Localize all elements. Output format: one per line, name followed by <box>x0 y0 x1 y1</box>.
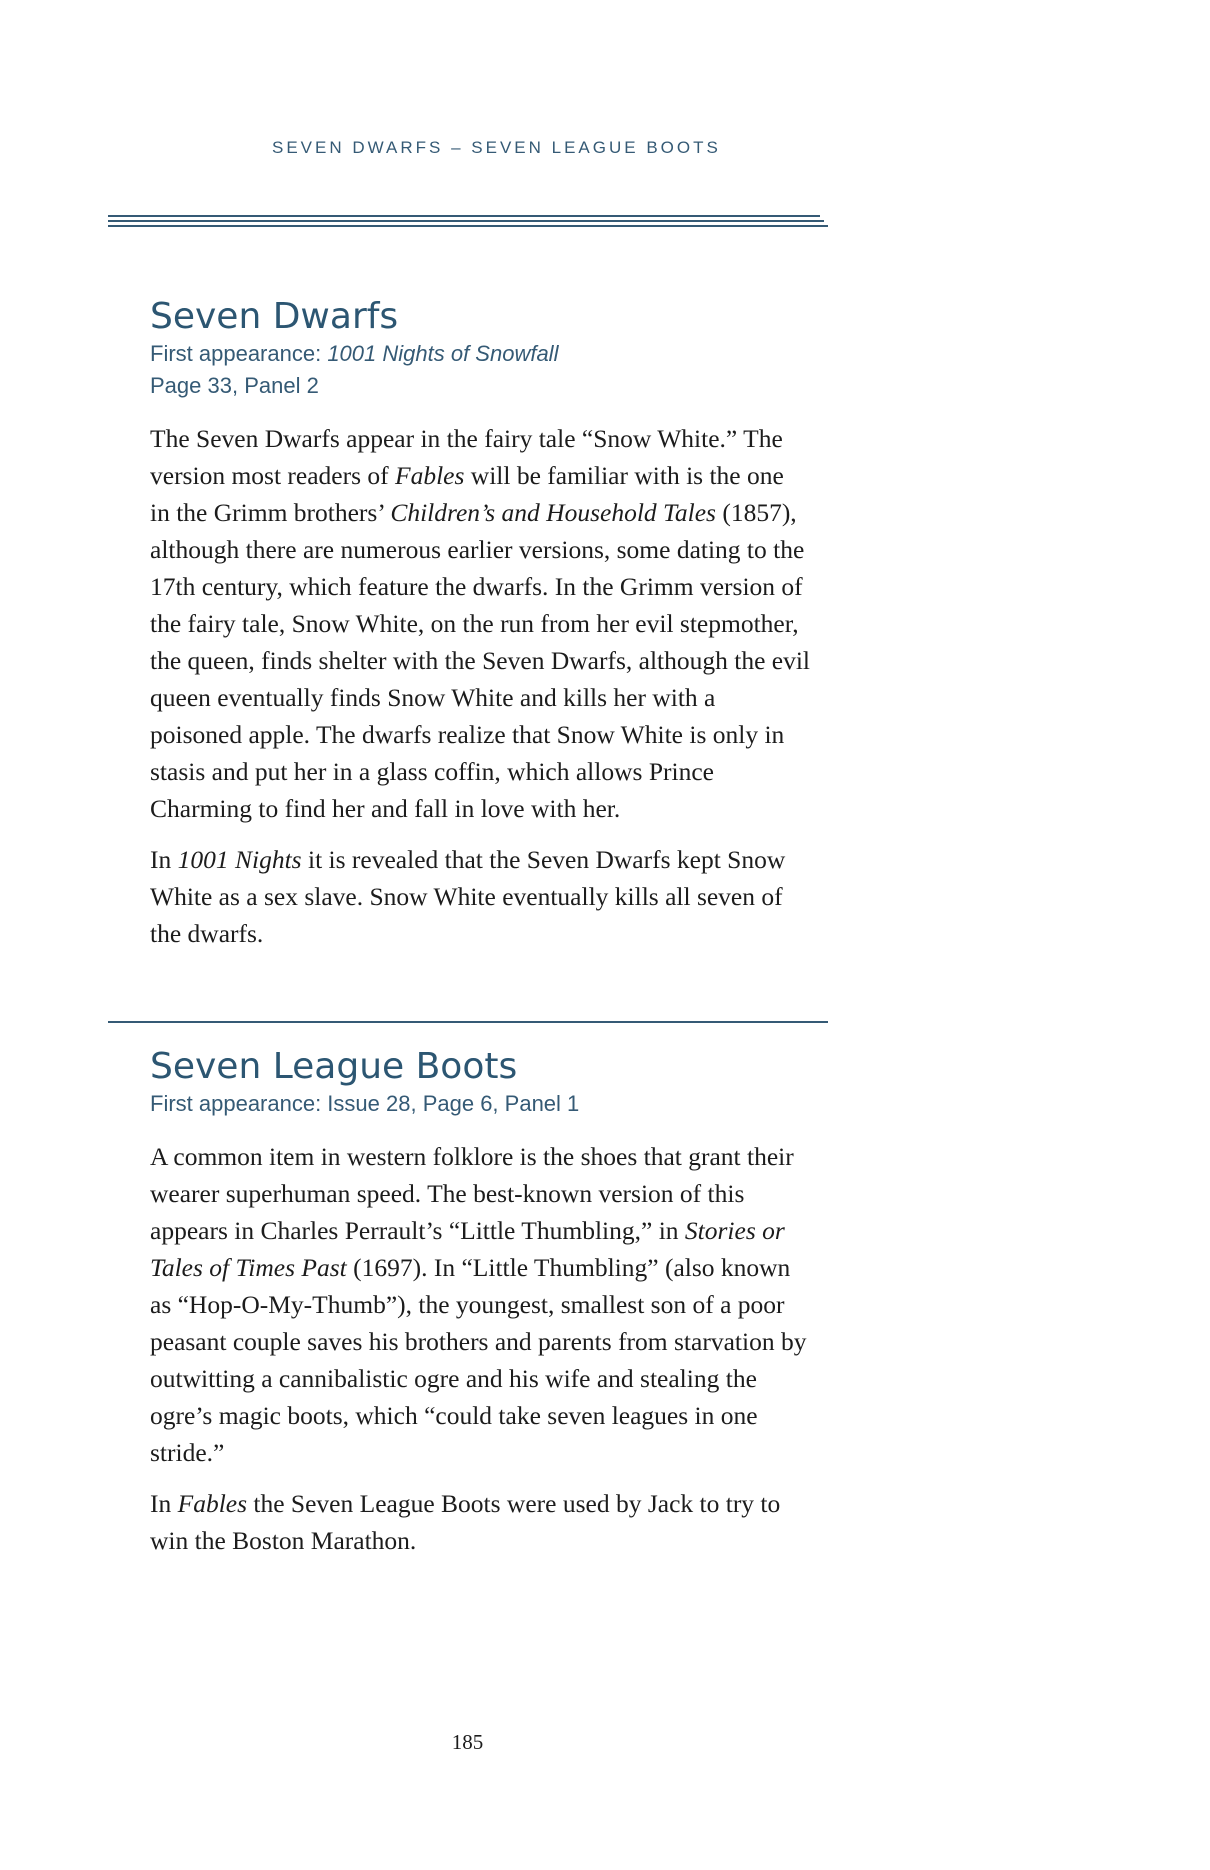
header-rule-line <box>108 225 828 227</box>
italic-title: 1001 Nights <box>177 845 302 874</box>
first-appearance <box>150 338 810 370</box>
text-run: A common item in western folklore is the shoes that grant their wearer superhuman speed. The best-known version of this appears in Charles Perrault’s “Little Thumbling,” in <box>150 1142 794 1245</box>
body-paragraph <box>150 420 810 827</box>
section-divider <box>108 1021 828 1023</box>
text-run: (1857), although there are numerous earlier versions, some dating to the 17th century, which feature the dwarfs. In the Grimm version of the fairy tale, Snow White, on the run from her evil stepmother, the queen, finds shelter with the Seven Dwarfs, although the evil queen eventually finds Snow White and kills her with a poisoned apple. The dwarfs realize that Snow White is only in stasis and put her in a glass coffin, which allows Prince Charming to find her and fall in love with her. <box>150 498 810 823</box>
appearance-location: Page 33, Panel 2 <box>150 373 319 398</box>
entry-seven-league-boots <box>150 1046 810 1573</box>
text-run: The Seven Dwarfs appear in the fairy tale “Snow White.” The version most readers of <box>150 424 783 490</box>
entry-title: Seven Dwarfs <box>150 296 399 337</box>
header-triple-rule <box>108 215 828 229</box>
entry-seven-dwarfs <box>150 296 810 966</box>
page-number: 185 <box>451 1730 484 1754</box>
italic-title: Stories or Tales of Times Past <box>150 1216 785 1282</box>
italic-title: Children’s and Household Tales <box>390 498 716 527</box>
header-rule-line <box>108 220 824 222</box>
running-head: SEVEN DWARFS – SEVEN LEAGUE BOOTS <box>272 138 721 157</box>
text-run: the Seven League Boots were used by Jack to try to win the Boston Marathon. <box>150 1489 781 1555</box>
first-appearance-label: First appearance: <box>150 341 328 366</box>
first-appearance: First appearance: Issue 28, Page 6, Panel 1 <box>150 1091 580 1116</box>
text-run: In <box>150 845 178 874</box>
body-paragraph <box>150 841 810 952</box>
text-run: will be familiar with is the one in the Grimm brothers’ <box>150 461 784 527</box>
first-appearance-work: 1001 Nights of Snowfall <box>327 341 559 366</box>
entry-body <box>150 420 810 952</box>
italic-title: Fables <box>177 1489 248 1518</box>
body-paragraph <box>150 1485 810 1559</box>
italic-title: Fables <box>395 461 465 490</box>
header-rule-line <box>108 215 820 217</box>
body-paragraph <box>150 1138 810 1471</box>
text-run: (1697). In “Little Thumbling” (also known as “Hop-O-My-Thumb”), the youngest, smallest son of a poor peasant couple saves his brothers and parents from starvation by outwitting a cannibalistic ogre and his wife and stealing the ogre’s magic boots, which “could take seven leagues in one stride.” <box>150 1253 807 1467</box>
entry-title: Seven League Boots <box>150 1046 518 1087</box>
entry-body <box>150 1138 810 1559</box>
text-run: In <box>150 1489 178 1518</box>
text-run: it is revealed that the Seven Dwarfs kept Snow White as a sex slave. Snow White eventually kills all seven of the dwarfs. <box>150 845 786 948</box>
